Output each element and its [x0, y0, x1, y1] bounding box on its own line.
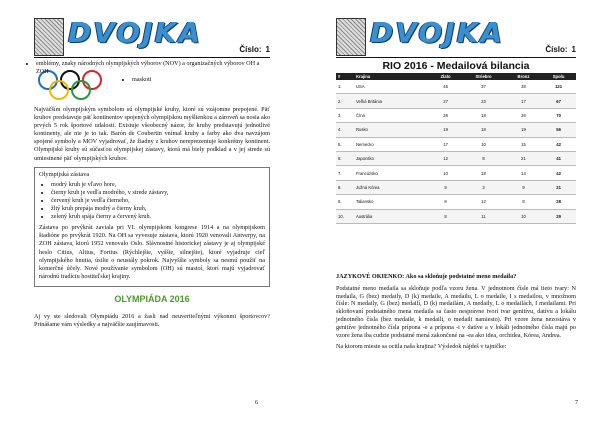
table-cell: 42 — [541, 137, 576, 151]
col-rank: # — [336, 73, 354, 80]
table-cell: Rusko — [354, 123, 430, 137]
paragraph: Podstatné meno medaila sa skloňuje podľa vzoru žena. V jednotnom čísle má tieto tvary: N medaila, G (bez) medaily, D (k) medaile, A medailu, L o medaile, I s medailou, v množnom čísle: N medaily, G (bez) medailí, D (k) medailám, A medaily, L o medailách, I medailami. Pri skloňovaní podstatného mena medaila sa často nesprávne tvorí tvar genitívu, datívu a lokálu jednotného čísla (bez medaile, k medaili, o medaili namiesto). Pri vzore žena nezostáva v genitíve jednotného čísla prípona -e a prípona -i v datíve a v lokáli jednotného čísla majú po vzore žena iba cudzie podstatné mená zakončené na -ea ako idea, orchidea, Kórea, Andrea. — [336, 284, 576, 339]
box-title: Olympijská zástava — [39, 170, 90, 178]
table-row — [336, 80, 576, 94]
closing-paragraph: Aj vy ste sledovali Olympiádu 2016 a žasli nad neuveriteľnými výkonmi športovcov? Prinášame vám výsledky a najväčšie zaujímavosti. — [34, 312, 270, 329]
issue-value: 1 — [571, 45, 576, 54]
table-cell: 56 — [541, 123, 576, 137]
table-row — [336, 195, 576, 209]
medal-table-title: RIO 2016 - Medailová bilancia — [382, 60, 530, 72]
issue-value: 1 — [265, 45, 270, 54]
table-header-row — [336, 73, 576, 80]
table-cell: Veľká Británia — [354, 94, 430, 108]
table-cell: 26 — [430, 108, 461, 122]
yellow-ring — [49, 80, 69, 100]
table-cell: Južná Kórea — [354, 180, 430, 194]
table-row — [336, 137, 576, 151]
table-cell: 37 — [461, 80, 506, 94]
table-cell: 3 — [461, 180, 506, 194]
table-cell: 9 — [506, 180, 541, 194]
table-cell: 8 — [506, 195, 541, 209]
table-row — [336, 94, 576, 108]
page-header — [336, 14, 576, 58]
section-title: OLYMPIÁDA 2016 — [114, 293, 190, 304]
table-cell: Taliansko — [354, 195, 430, 209]
header-rule — [336, 57, 576, 58]
intro-list — [24, 60, 272, 76]
table-row — [336, 180, 576, 194]
table-cell: 8 — [461, 151, 506, 165]
article-olympic-symbols — [34, 62, 270, 331]
table-cell: 5. — [336, 137, 354, 151]
newsletter-masthead: DVOJKA — [68, 16, 203, 49]
newsletter-masthead: DVOJKA — [370, 16, 505, 49]
col-silver: Striebro — [461, 73, 506, 80]
table-cell: 10 — [506, 209, 541, 223]
list-item: • červený kruh je vedľa čierneho, — [51, 197, 265, 205]
table-cell: 121 — [541, 80, 576, 94]
list-item: • emblémy, znaky národných olympijských výborov (NOV) a organizačných výborov OH a ZOH — [36, 60, 272, 76]
issue-number — [239, 45, 270, 54]
table-cell: Nemecko — [354, 137, 430, 151]
table-cell: 18 — [461, 108, 506, 122]
table-cell: 42 — [541, 166, 576, 180]
paragraph: Zástava po prvýkrát zaviala pri VI. olympijskom kongrese 1914 a na olympijskom štadióne po prvýkrát 1920. Na OH sa vyvesuje zástava, ktorú 1920 venovali Antverpy, na ZOH zástava, ktorú 1952 venovalo Oslo. Slávnostné historickej zástavy je aj olympijské heslo Citius, Altius, Fortius (Rýchlejšie, vyššie, silnejšie), ktoré vyjadruje cieľ olympijského hnutia, úsilie o neustály pokrok. Najvyššie symboly sa nesmú použiť na komerčné účely. Nové používanie symbolom (OH) sú mastoí, ktorí majú vyjadrovať národnú tradíciu hostiteľskej krajiny. — [39, 224, 265, 280]
flag-box — [34, 167, 270, 287]
col-gold: Zlato — [430, 73, 461, 80]
table-cell: 17 — [506, 94, 541, 108]
page-header — [34, 14, 270, 58]
table-cell: 21 — [506, 151, 541, 165]
table-cell: 10. — [336, 209, 354, 223]
table-cell: 18 — [461, 123, 506, 137]
col-bronze: Bronz — [506, 73, 541, 80]
table-cell: 46 — [430, 80, 461, 94]
table-row — [336, 123, 576, 137]
table-cell: 14 — [506, 166, 541, 180]
table-cell: 1. — [336, 80, 354, 94]
table-cell: 8 — [430, 195, 461, 209]
table-cell: 9 — [430, 180, 461, 194]
intro-section — [34, 62, 270, 106]
issue-number — [545, 45, 576, 54]
table-cell: Austrália — [354, 209, 430, 223]
list-item: • modrý kruh je vľavo hore, — [51, 181, 265, 189]
school-logo — [34, 18, 64, 56]
table-cell: 9. — [336, 195, 354, 209]
page-right — [300, 0, 600, 424]
table-row — [336, 108, 576, 122]
table-cell: 26 — [506, 108, 541, 122]
medal-table — [336, 73, 576, 224]
col-total: Spolu — [541, 73, 576, 80]
table-cell: 8 — [430, 209, 461, 223]
table-cell: 41 — [541, 151, 576, 165]
page-number: 7 — [575, 400, 578, 406]
intro-list-2 — [120, 76, 152, 84]
table-cell: 21 — [541, 180, 576, 194]
table-cell: 6. — [336, 151, 354, 165]
table-row — [336, 209, 576, 223]
table-cell: 15 — [506, 137, 541, 151]
table-cell: USA — [354, 80, 430, 94]
table-row — [336, 166, 576, 180]
table-cell: 28 — [541, 195, 576, 209]
table-cell: 10 — [461, 137, 506, 151]
page-number: 6 — [255, 400, 258, 406]
table-cell: 17 — [430, 137, 461, 151]
table-cell: 29 — [541, 209, 576, 223]
table-cell: 19 — [430, 123, 461, 137]
table-cell: 23 — [461, 94, 506, 108]
list-item: • zelený kruh spája čierny a červený kruh. — [51, 213, 265, 221]
table-cell: Japonsko — [354, 151, 430, 165]
table-cell: Francúzsko — [354, 166, 430, 180]
question: Na ktorom mieste sa ocitla naša krajina? Výsledok nájdeš v tajničke: — [336, 343, 507, 351]
table-cell: 8. — [336, 180, 354, 194]
table-cell: 27 — [430, 94, 461, 108]
table-cell: 7. — [336, 166, 354, 180]
table-cell: 38 — [506, 80, 541, 94]
table-cell: 67 — [541, 94, 576, 108]
table-cell: 3. — [336, 108, 354, 122]
table-cell: 19 — [506, 123, 541, 137]
list-item: • maskoti — [132, 76, 152, 84]
table-cell: 12 — [461, 195, 506, 209]
paragraph: Najväčším olympijským symbolom sú olympijské kruhy, ktoré sú vzájomne prepojené. Päť kruhov predstavuje päť kontinentov spojených olympijskou myšlienkou a zároveň sa nosia ako prvých 5 rok športové udalosti. Existuje všeobecný názor, že kruhy predstavujú jednotlivé kontinenty, ale nie je to tak. Barón de Coubertin vnímal kruhy a farby ako dva navzájom spojené symboly a MOV vyjadrovať, že žiadny z kruhov nereprezentuje konkrétny kontinent. Olympijské kruhy sú súčasťou olympijskej zástavy, ktorá má biely podklad a v jej strede sú umiestnené päť olympijských kruhov. — [34, 106, 270, 162]
table-cell: 4. — [336, 123, 354, 137]
table-cell: Čína — [354, 108, 430, 122]
language-heading: JAZYKOVÉ OKIENKO: Ako sa skloňuje podstatné meno medaila? — [336, 273, 517, 280]
list-item: • čierny kruh je vedľa modrého, v strede zástavy, — [51, 189, 265, 197]
table-cell: 18 — [461, 166, 506, 180]
table-cell: 70 — [541, 108, 576, 122]
green-ring — [71, 80, 91, 100]
table-cell: 10 — [430, 166, 461, 180]
header-rule — [34, 57, 270, 58]
col-country: Krajina — [354, 73, 430, 80]
list-item: • žltý kruh prepája modrý a čierny kruh, — [51, 205, 265, 213]
school-logo — [336, 18, 366, 56]
table-cell: 12 — [430, 151, 461, 165]
table-cell: 2. — [336, 94, 354, 108]
language-corner — [336, 273, 576, 355]
issue-label: Číslo: — [239, 45, 262, 54]
table-cell: 11 — [461, 209, 506, 223]
issue-label: Číslo: — [545, 45, 568, 54]
flag-ring-list — [39, 181, 265, 221]
table-row — [336, 151, 576, 165]
